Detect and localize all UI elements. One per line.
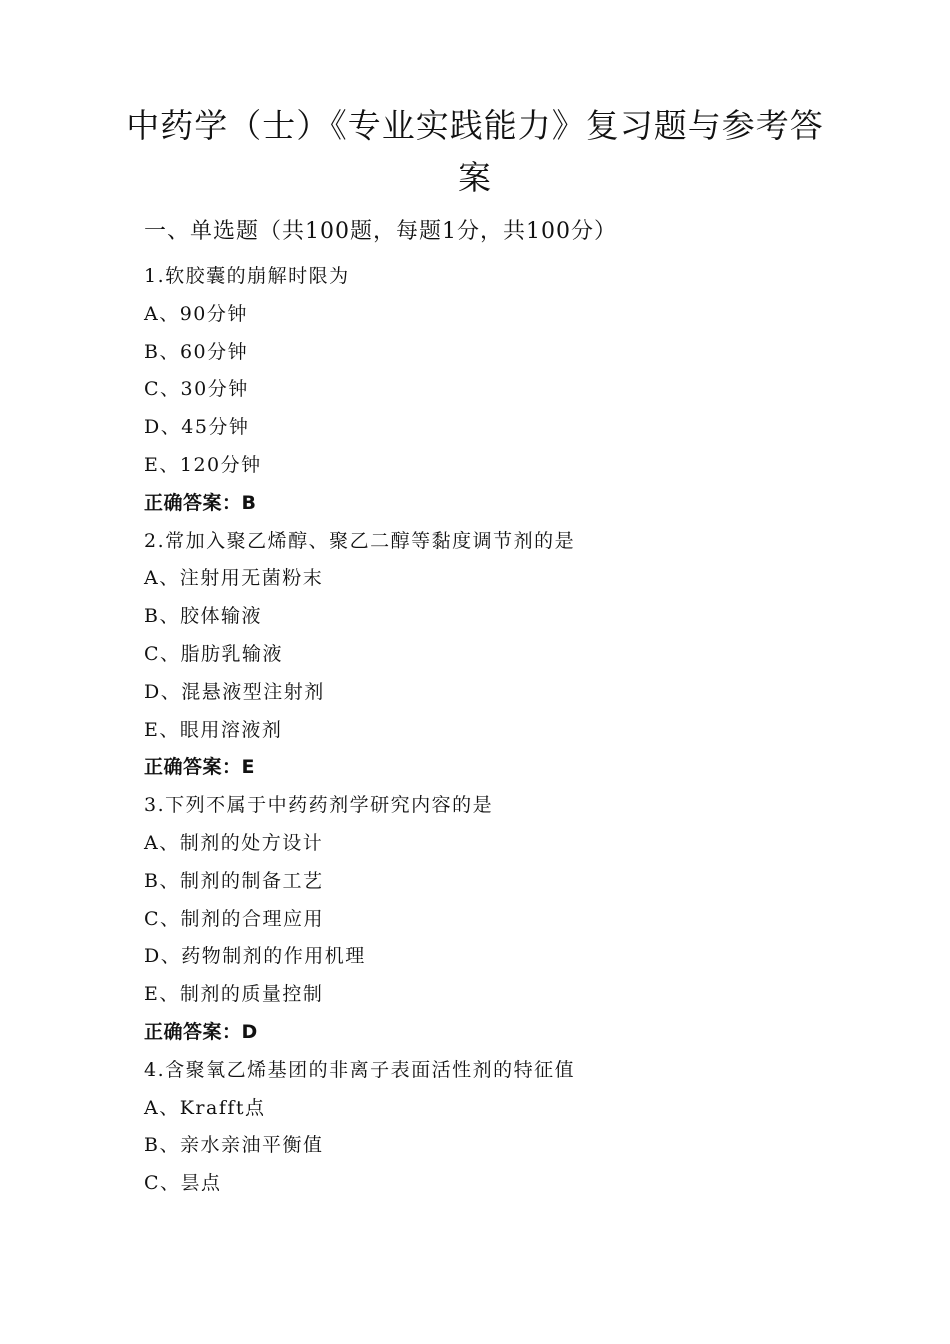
question-text: 3.下列不属于中药药剂学研究内容的是 <box>144 794 494 817</box>
question-list <box>144 258 904 1203</box>
question-text: 1.软胶囊的崩解时限为 <box>144 265 350 287</box>
answer-option: C、制剂的合理应用 <box>144 907 325 930</box>
correct-answer: 正确答案：E <box>144 756 255 779</box>
answer-option: A、制剂的处方设计 <box>144 831 324 854</box>
answer-option: A、注射用无菌粉末 <box>144 567 324 590</box>
answer-option: B、60分钟 <box>144 340 249 363</box>
answer-option: D、药物制剂的作用机理 <box>144 945 366 968</box>
question-text: 2.常加入聚乙烯醇、聚乙二醇等黏度调节剂的是 <box>144 529 576 552</box>
correct-answer: 正确答案：D <box>144 1020 258 1043</box>
document-title-line-1: 中药学（士）《专业实践能力》复习题与参考答 <box>126 106 824 145</box>
document-title-line-2: 案 <box>458 158 492 197</box>
answer-option: B、制剂的制备工艺 <box>144 869 324 892</box>
answer-option: A、90分钟 <box>144 302 248 325</box>
answer-option: D、45分钟 <box>144 416 250 439</box>
answer-option: E、制剂的质量控制 <box>144 983 324 1006</box>
answer-option: C、30分钟 <box>144 378 249 401</box>
answer-option: C、昙点 <box>144 1172 222 1195</box>
answer-option: B、亲水亲油平衡值 <box>144 1134 324 1157</box>
answer-option: D、混悬液型注射剂 <box>144 680 325 703</box>
correct-answer: 正确答案：B <box>144 491 257 514</box>
question-text: 4.含聚氧乙烯基团的非离子表面活性剂的特征值 <box>144 1058 576 1081</box>
answer-option: A、Krafft点 <box>144 1096 266 1119</box>
answer-option: E、120分钟 <box>144 453 262 476</box>
answer-option: C、脂肪乳输液 <box>144 642 284 665</box>
answer-option: E、眼用溶液剂 <box>144 718 283 741</box>
answer-option: B、胶体输液 <box>144 605 262 628</box>
section-heading: 一、单选题（共100题，每题1分，共100分） <box>144 219 617 244</box>
